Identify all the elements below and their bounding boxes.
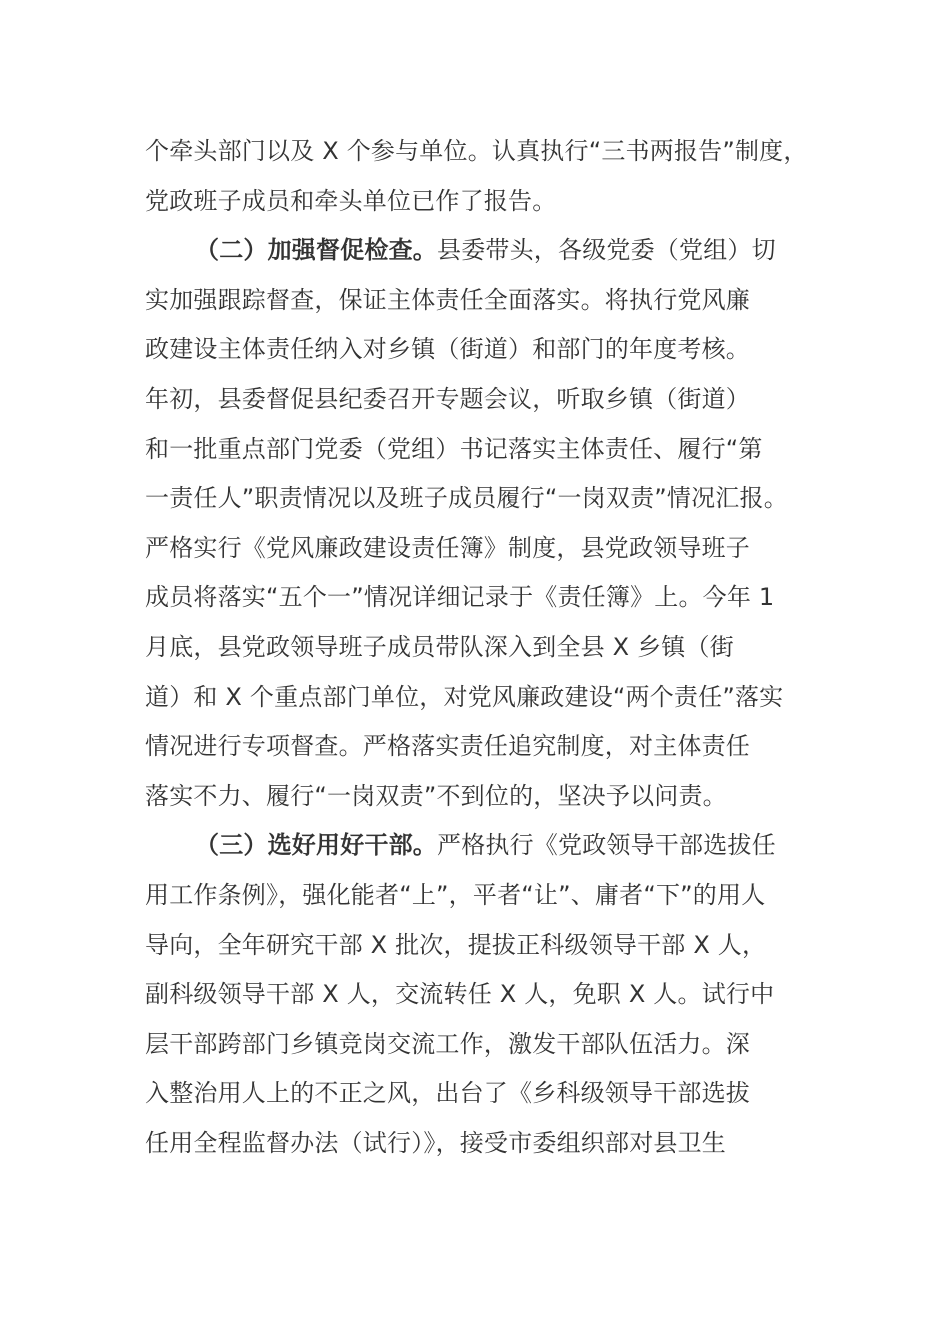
section-heading-line — [145, 226, 825, 276]
section-text: 县委带头，各级党委（党组）切 — [437, 236, 776, 265]
text-line: 道）和 X 个重点部门单位，对党风廉政建设“两个责任”落实 — [145, 682, 784, 711]
text-line: 党政班子成员和牵头单位已作了报告。 — [145, 186, 557, 215]
text-line: 个牵头部门以及 X 个参与单位。认真执行“三书两报告”制度， — [145, 137, 808, 165]
document-body — [145, 127, 825, 1168]
text-line: 和一批重点部门党委（党组）书记落实主体责任、履行“第 — [145, 434, 763, 463]
text-line: 政建设主体责任纳入对乡镇（街道）和部门的年度考核。 — [145, 335, 750, 364]
section-heading: （三）选好用好干部。 — [195, 831, 437, 860]
text-line: 落实不力、履行“一岗双责”不到位的，坚决予以问责。 — [145, 781, 727, 810]
text-line: 导向，全年研究干部 X 批次，提拔正科级领导干部 X 人， — [145, 930, 767, 959]
text-line: 一责任人”职责情况以及班子成员履行“一岗双责”情况汇报。 — [145, 484, 788, 513]
text-line: 严格实行《党风廉政建设责任簿》制度，县党政领导班子 — [145, 533, 750, 562]
section-heading: （二）加强督促检查。 — [195, 236, 437, 265]
text-line: 实加强跟踪督查，保证主体责任全面落实。将执行党风廉 — [145, 285, 750, 314]
text-line: 任用全程监督办法（试行）》，接受市委组织部对县卫生 — [145, 1128, 726, 1157]
text-line: 用工作条例》，强化能者“上”，平者“让”、庸者“下”的用人 — [145, 880, 766, 909]
text-line: 成员将落实“五个一”情况详细记录于《责任簿》上。今年 1 — [145, 583, 775, 612]
section-text: 严格执行《党政领导干部选拔任 — [437, 831, 776, 860]
text-line: 入整治用人上的不正之风，出台了《乡科级领导干部选拔 — [145, 1079, 750, 1108]
text-line: 年初，县委督促县纪委召开专题会议，听取乡镇（街道） — [145, 384, 750, 413]
text-line: 副科级领导干部 X 人，交流转任 X 人，免职 X 人。试行中 — [145, 980, 775, 1009]
text-line: 情况进行专项督查。严格落实责任追究制度，对主体责任 — [145, 732, 750, 761]
text-line: 月底，县党政领导班子成员带队深入到全县 X 乡镇（街 — [145, 632, 734, 661]
text-line: 层干部跨部门乡镇竞岗交流工作，激发干部队伍活力。深 — [145, 1029, 750, 1058]
section-heading-line — [145, 821, 825, 871]
